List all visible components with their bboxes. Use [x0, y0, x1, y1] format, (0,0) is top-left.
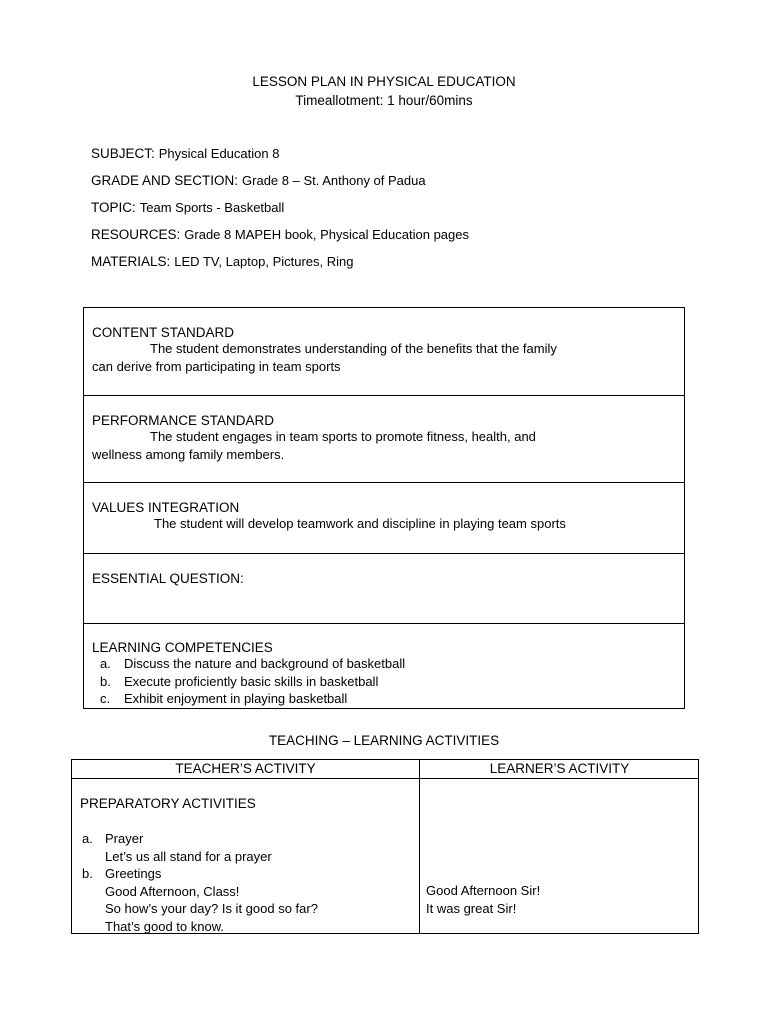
topic-line [91, 200, 284, 215]
learner-activity-header: LEARNER’S ACTIVITY [489, 761, 630, 776]
essential-question-row [84, 554, 684, 624]
learning-competencies-heading: LEARNING COMPETENCIES [92, 640, 273, 655]
resources-line [91, 227, 469, 242]
teacher-activity-header: TEACHER’S ACTIVITY [175, 761, 316, 776]
performance-standard-text-2: wellness among family members. [92, 446, 285, 462]
time-allotment: Timeallotment: 1 hour/60mins [295, 93, 473, 108]
preparatory-activities-heading: PREPARATORY ACTIVITIES [80, 796, 256, 811]
topic-label: TOPIC: [91, 200, 136, 215]
table-row: Good Afternoon Sir! [426, 883, 541, 898]
table-row: Let’s us all stand for a prayer [105, 848, 272, 864]
essential-question-heading: ESSENTIAL QUESTION: [92, 571, 244, 586]
materials-label: MATERIALS: [91, 254, 171, 269]
materials-line [91, 254, 354, 269]
activities-table [71, 759, 699, 934]
content-standard-text-1: The student demonstrates understanding of the benefits that the family [150, 341, 557, 356]
list-item: b. Execute proficiently basic skills in basketball [100, 673, 379, 689]
teacher-lines [82, 830, 318, 935]
content-standard-text-2: can derive from participating in team sports [92, 358, 341, 374]
learner-lines [426, 882, 540, 917]
table-row: Good Afternoon, Class! [105, 883, 240, 899]
activities-title: TEACHING – LEARNING ACTIVITIES [268, 733, 500, 748]
performance-standard-row [84, 396, 684, 483]
values-integration-heading: VALUES INTEGRATION [92, 500, 240, 515]
table-row: b. Greetings [82, 866, 162, 881]
grade-section-value: Grade 8 – St. Anthony of Padua [242, 173, 426, 188]
list-item: a. Discuss the nature and background of basketball [100, 656, 406, 671]
page-title: LESSON PLAN IN PHYSICAL EDUCATION [252, 74, 516, 89]
learning-competencies-row [84, 624, 684, 708]
values-integration-row [84, 483, 684, 554]
content-standard-heading: CONTENT STANDARD [92, 325, 235, 340]
subject-line [91, 146, 279, 161]
table-row: It was great Sir! [426, 900, 517, 916]
materials-value: LED TV, Laptop, Pictures, Ring [174, 254, 354, 269]
competencies-list [92, 655, 676, 708]
subject-value: Physical Education 8 [158, 146, 280, 161]
resources-label: RESOURCES: [91, 227, 181, 242]
grade-section-label: GRADE AND SECTION: [91, 173, 239, 188]
standards-box [83, 307, 685, 709]
content-standard-row [84, 308, 684, 396]
performance-standard-text-1: The student engages in team sports to promote fitness, health, and [150, 429, 536, 444]
topic-value: Team Sports - Basketball [139, 200, 285, 215]
subject-label: SUBJECT: [91, 146, 155, 161]
list-item: c. Exhibit enjoyment in playing basketball [100, 691, 348, 706]
grade-section-line [91, 173, 426, 188]
values-integration-text: The student will develop teamwork and discipline in playing team sports [154, 516, 566, 531]
resources-value: Grade 8 MAPEH book, Physical Education pages [184, 227, 469, 242]
table-row: a. Prayer [82, 831, 144, 846]
performance-standard-heading: PERFORMANCE STANDARD [92, 413, 275, 428]
table-row: That’s good to know. [105, 918, 225, 934]
table-row: So how’s your day? Is it good so far? [105, 901, 318, 916]
